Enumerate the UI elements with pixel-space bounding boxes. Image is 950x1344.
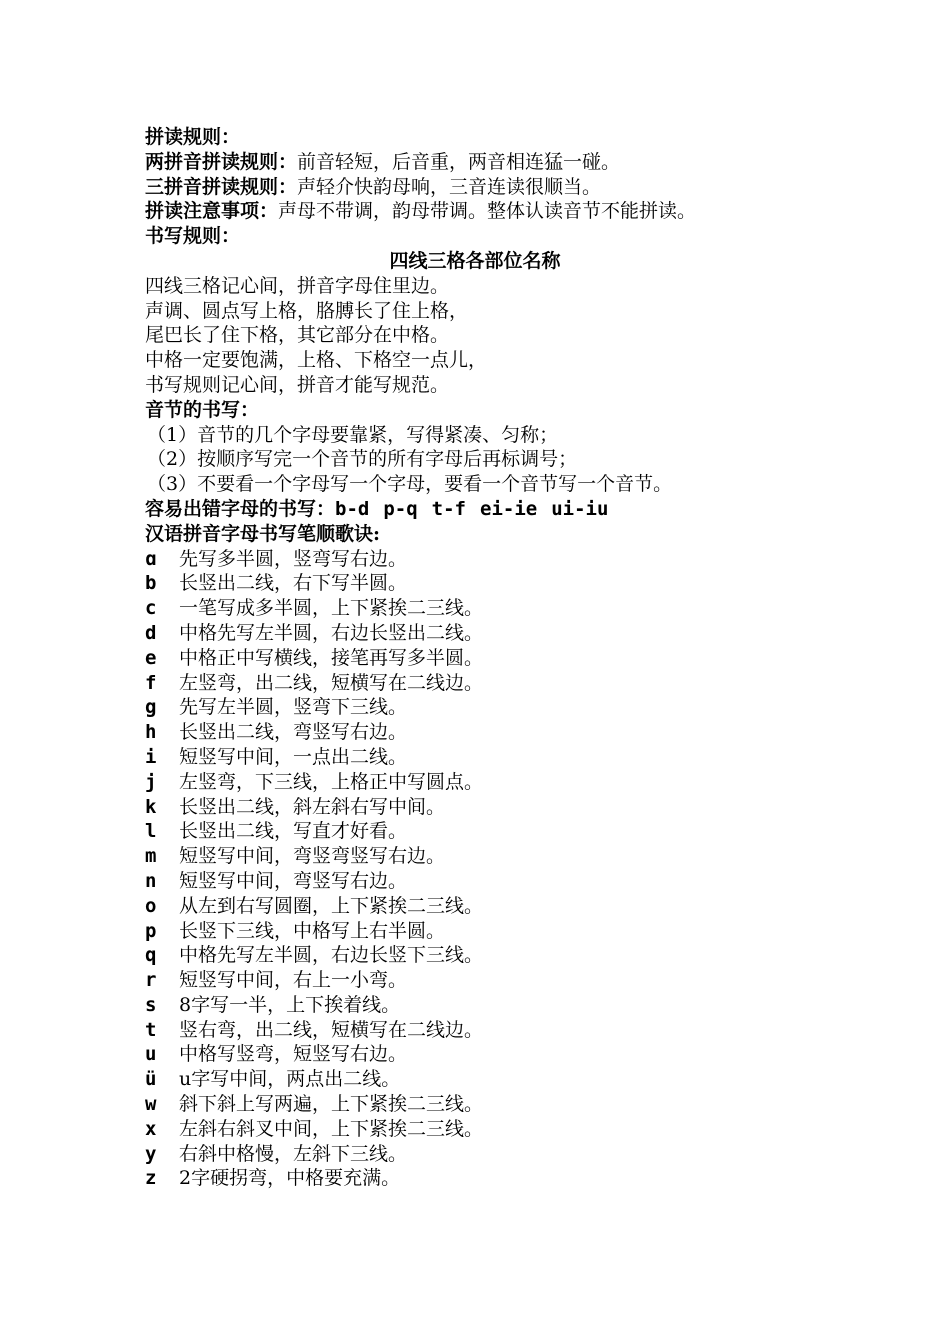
confusable-pair: b-d xyxy=(335,497,370,520)
letter-rhyme: 短竖写中间，弯竖写右边。 xyxy=(179,869,408,892)
letter-row xyxy=(145,770,825,795)
three-pinyin-rule-label: 三拼音拼读规则： xyxy=(145,175,298,198)
letter-row xyxy=(145,571,825,596)
letter-row xyxy=(145,1092,825,1117)
letter-glyph: q xyxy=(145,944,157,967)
letter-rhyme: 一笔写成多半圆，上下紧挨二三线。 xyxy=(179,597,484,620)
confusable-pair: ui-iu xyxy=(551,497,609,520)
letter-row xyxy=(145,547,825,572)
grid-title: 四线三格各部位名称 xyxy=(389,249,561,272)
confusable-pair: ei-ie xyxy=(480,497,538,520)
letter-glyph: j xyxy=(145,770,157,793)
spelling-notes xyxy=(145,199,825,224)
confusable-pair: p-q xyxy=(383,497,418,520)
letter-row xyxy=(145,1142,825,1167)
letter-glyph: t xyxy=(145,1018,157,1041)
syllable-rule: （1）音节的几个字母要靠紧，写得紧凑、匀称； xyxy=(147,423,559,446)
letter-glyph: e xyxy=(145,646,157,669)
letter-glyph: b xyxy=(145,572,157,595)
letter-rhyme: 斜下斜上写两遍，上下紧挨二三线。 xyxy=(179,1093,484,1116)
spelling-notes-label: 拼读注意事项： xyxy=(145,200,279,223)
letter-row xyxy=(145,844,825,869)
confusable-letters xyxy=(145,497,825,522)
letter-glyph: p xyxy=(145,919,157,942)
letter-rhyme: 右斜中格慢，左斜下三线。 xyxy=(179,1142,408,1165)
letter-rhyme: 8字写一半，上下挨着线。 xyxy=(179,993,401,1016)
letter-row xyxy=(145,943,825,968)
two-pinyin-rule xyxy=(145,150,825,175)
letter-row xyxy=(145,869,825,894)
letter-glyph: d xyxy=(145,621,157,644)
letter-row xyxy=(145,1117,825,1142)
letter-glyph: g xyxy=(145,696,157,719)
letter-rhyme: 长竖出二线，弯竖写右边。 xyxy=(179,721,408,744)
syllable-writing-heading: 音节的书写： xyxy=(145,398,260,421)
letter-glyph: x xyxy=(145,1117,157,1140)
poem-line: 书写规则记心间，拼音才能写规范。 xyxy=(145,373,450,396)
syllable-rule: （2）按顺序写完一个音节的所有字母后再标调号； xyxy=(147,448,578,471)
letter-glyph: s xyxy=(145,993,157,1016)
letter-glyph: n xyxy=(145,869,157,892)
two-pinyin-rule-text: 前音轻短，后音重，两音相连猛一碰。 xyxy=(297,150,621,173)
letter-row xyxy=(145,720,825,745)
letter-glyph: w xyxy=(145,1093,157,1116)
letter-glyph: u xyxy=(145,1043,157,1066)
letter-rhyme: 左竖弯，下三线，上格正中写圆点。 xyxy=(179,770,484,793)
letter-glyph: ü xyxy=(145,1068,157,1091)
letter-row xyxy=(145,1166,825,1191)
letter-rhyme: 长竖出二线，右下写半圆。 xyxy=(179,572,408,595)
letter-row xyxy=(145,919,825,944)
letter-glyph: f xyxy=(145,671,157,694)
letter-rhyme: 中格先写左半圆，右边长竖出二线。 xyxy=(179,621,484,644)
letter-glyph: k xyxy=(145,795,157,818)
poem-line: 中格一定要饱满，上格、下格空一点儿， xyxy=(145,349,488,372)
syllable-rule: （3）不要看一个字母写一个字母，要看一个音节写一个音节。 xyxy=(147,473,673,496)
letter-glyph: y xyxy=(145,1142,157,1165)
three-pinyin-rule-text: 声轻介快韵母响，三音连读很顺当。 xyxy=(297,175,602,198)
confusable-letters-label: 容易出错字母的书写： xyxy=(145,497,336,520)
letter-row xyxy=(145,1018,825,1043)
stroke-order-heading: 汉语拼音字母书写笔顺歌诀: xyxy=(145,522,381,545)
letter-rhyme: 长竖出二线，写直才好看。 xyxy=(179,820,408,843)
letter-row xyxy=(145,671,825,696)
spelling-notes-text: 声母不带调，韵母带调。整体认读音节不能拼读。 xyxy=(278,200,697,223)
two-pinyin-rule-label: 两拼音拼读规则： xyxy=(145,150,298,173)
letter-row xyxy=(145,695,825,720)
confusable-pair: t-f xyxy=(431,497,466,520)
letter-rhyme: 左竖弯，出二线，短横写在二线边。 xyxy=(179,671,484,694)
three-pinyin-rule xyxy=(145,175,825,200)
letter-row xyxy=(145,819,825,844)
letter-glyph: o xyxy=(145,894,157,917)
poem-line: 尾巴长了住下格，其它部分在中格。 xyxy=(145,324,450,347)
letter-row xyxy=(145,621,825,646)
letter-rhyme: 先写左半圆，竖弯下三线。 xyxy=(179,696,408,719)
letter-rhyme: 长竖出二线，斜左斜右写中间。 xyxy=(179,795,446,818)
letter-row xyxy=(145,993,825,1018)
poem-line: 声调、圆点写上格，胳膊长了住上格， xyxy=(145,299,469,322)
document-page xyxy=(145,125,825,1191)
letter-rhyme: 左斜右斜叉中间，上下紧挨二三线。 xyxy=(179,1117,484,1140)
letter-rhyme: 2字硬拐弯，中格要充满。 xyxy=(179,1167,401,1190)
letter-rhyme: 长竖下三线，中格写上右半圆。 xyxy=(179,919,446,942)
writing-rules-heading: 书写规则： xyxy=(145,225,241,248)
letter-glyph: l xyxy=(145,820,157,843)
letter-row xyxy=(145,646,825,671)
spelling-rules-heading: 拼读规则： xyxy=(145,126,241,148)
letter-glyph: z xyxy=(145,1167,157,1190)
letter-glyph: i xyxy=(145,745,157,768)
letter-rhyme: 短竖写中间，弯竖弯竖写右边。 xyxy=(179,845,446,868)
letter-rhyme: 中格先写左半圆，右边长竖下三线。 xyxy=(179,944,484,967)
letter-row xyxy=(145,795,825,820)
letter-rhyme: 短竖写中间，右上一小弯。 xyxy=(179,969,408,992)
letter-rhyme: 从左到右写圆圈，上下紧挨二三线。 xyxy=(179,894,484,917)
letter-glyph: m xyxy=(145,845,157,868)
letter-glyph: c xyxy=(145,597,157,620)
letter-rhyme: 竖右弯，出二线，短横写在二线边。 xyxy=(179,1018,484,1041)
letter-row xyxy=(145,745,825,770)
letter-row xyxy=(145,1067,825,1092)
letter-row xyxy=(145,596,825,621)
letter-row xyxy=(145,894,825,919)
letter-rhyme: 中格正中写横线，接笔再写多半圆。 xyxy=(179,646,484,669)
letter-glyph: r xyxy=(145,969,157,992)
poem-line: 四线三格记心间，拼音字母住里边。 xyxy=(145,274,450,297)
letter-row xyxy=(145,968,825,993)
letter-rhyme: 中格写竖弯，短竖写右边。 xyxy=(179,1043,408,1066)
letter-rhyme: u字写中间，两点出二线。 xyxy=(179,1068,401,1091)
letter-glyph: ɑ xyxy=(145,547,157,570)
letter-row xyxy=(145,1042,825,1067)
letter-rhyme: 先写多半圆，竖弯写右边。 xyxy=(179,547,408,570)
letter-glyph: h xyxy=(145,721,157,744)
letter-rhyme: 短竖写中间，一点出二线。 xyxy=(179,745,408,768)
